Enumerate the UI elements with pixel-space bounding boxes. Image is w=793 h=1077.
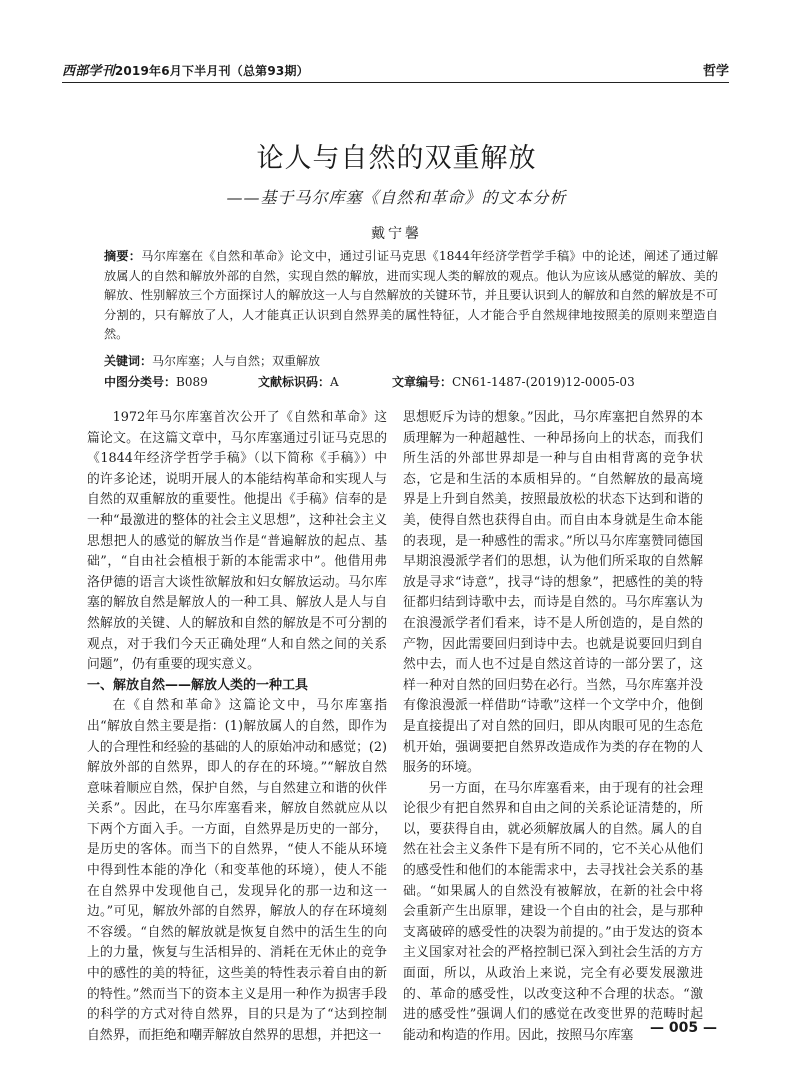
body-column-left (87, 408, 387, 1046)
running-header (62, 56, 729, 83)
doc-code-label: 文献标识码： (258, 375, 331, 389)
article-no-value: CN61-1487-(2019)12-0005-03 (452, 375, 635, 389)
journal-info (62, 60, 309, 79)
article-number (392, 373, 635, 390)
doc-code-value: A (330, 375, 339, 389)
body-column-right (403, 408, 703, 1046)
journal-issue: 2019年6月下半月刊（总第93期） (114, 64, 309, 78)
article-title: 论人与自然的双重解放 (256, 143, 537, 174)
article-author: 戴宁馨 (371, 226, 422, 242)
keywords-text: 马尔库塞；人与自然；双重解放 (152, 354, 321, 368)
clc-number (104, 373, 208, 390)
clc-value: B089 (176, 375, 208, 389)
paragraph: 在《自然和革命》这篇论文中，马尔库塞指出“解放自然主要是指：(1)解放属人的自然，即作为人的合理性和经验的基础的人的原始冲动和感觉；(2)解放外部的自然界，即人的存在的环境。”“解放自然意味着顺应自然，保护自然，与自然建立和谐的伙伴关系”。因此，在马尔库塞看来，解放自然就应从以下两个方面入手。一方面，自然界是历史的一部分，是历史的客体。而当下的自然界，“使人不能从环境中得到性本能的净化（和变革他的环境），使人不能在自然界中发现他自己，发现异化的那一边和这一边。”可见，解放外部的自然界，解放人的存在环境刻不容缓。“自然的解放就是恢复自然中的活生生的向上的力量，恢复与生活相异的、消耗在无休止的竞争中的感性的美的特征，这些美的特性表示着自由的新的特性。”然而当下的资本主义是用一种作为损害手段的科学的方式对待自然界，目的只是为了“达到控制自然界，而拒绝和嘲弄解放自然界的思想，并把这一 (87, 698, 387, 1043)
column-label: 哲学 (702, 64, 729, 79)
paragraph: 1972年马尔库塞首次公开了《自然和革命》这篇论文。在这篇文章中，马尔库塞通过引证马克思的《1844年经济学哲学手稿》（以下简称《手稿》）中的许多论述，说明开展人的本能结构革命和实现人与自然的双重解放的重要性。他提出《手稿》信奉的是一种“最激进的整体的社会主义思想”，这种社会主义思想把人的感觉的解放当作是“普遍解放的起点、基础”，“自由社会植根于新的本能需求中”。他借用弗洛伊德的语言大谈性欲解放和妇女解放运动。马尔库塞的解放自然是解放人的一种工具、解放人是人与自然解放的关键、人的解放和自然的解放是不可分割的观点，对于我们今天正确处理“人和自然之间的关系问题”，仍有重要的现实意义。 (87, 410, 387, 673)
paragraph: 另一方面，在马尔库塞看来，由于现有的社会理论很少有把自然界和自由之间的关系论证清楚的，所以，要获得自由，就必须解放属人的自然。属人的自然在社会主义条件下是有所不同的，它不关心从他们的感受性和他们的本能需求中，去寻找社会关系的基础。“如果属人的自然没有被解放，在新的社会中将会重新产生出原罪，建设一个自由的社会，是与那种支离破碎的感受性的决裂为前提的。”由于发达的资本主义国家对社会的严格控制已深入到社会生活的方方面面，所以，从政治上来说，完全有必要发展激进的、革命的感受性，以改变这种不合理的状态。“激进的感受性”强调人们的感觉在改变世界的范畴时起能动和构造的作用。因此，按照马尔库塞 (403, 780, 703, 1043)
keywords-label: 关键词： (104, 354, 153, 368)
keywords (104, 352, 320, 369)
paragraph: 思想贬斥为诗的想象。”因此，马尔库塞把自然界的本质理解为一种超越性、一种昂扬向上的状态，而我们所生活的外部世界却是一种与自由相背离的竞争状态，它是和生活的本质相异的。“自然解放的最高境界是上升到自然美，按照最放松的状态下达到和谐的美，使得自然也获得自由。而自由本身就是生命本能的表现，是一种感性的需求。”所以马尔库塞赞同德国早期浪漫派学者们的思想，认为他们所采取的自然解放是寻求“诗意”，找寻“诗的想象”，把感性的美的特征都归结到诗歌中去，而诗是自然的。马尔库塞认为在浪漫派学者们看来，诗不是人所创造的，是自然的产物，因此需要回归到诗中去。也就是说要回归到自然中去，而人也不过是自然这首诗的一部分罢了，这样一种对自然的回归势在必行。当然，马尔库塞并没有像浪漫派一样借助“诗歌”这样一个文学中介，他倒是直接提出了对自然的回归，即从肉眼可见的生态危机开始，强调要把自然界改造成作为类的存在物的人服务的环境。 (403, 410, 703, 776)
abstract-label: 摘要： (104, 249, 142, 263)
section-heading: 一、解放自然——解放人类的一种工具 (87, 677, 309, 693)
clc-label: 中图分类号： (104, 375, 177, 389)
article-no-label: 文章编号： (392, 375, 453, 389)
journal-name: 西部学刊 (62, 64, 115, 79)
page-number: — 005 — (650, 1020, 717, 1036)
document-code (258, 373, 339, 390)
article-subtitle: ——基于马尔库塞《自然和革命》的文本分析 (226, 188, 567, 207)
abstract-text: 马尔库塞在《自然和革命》论文中，通过引证马克思《1844年经济学哲学手稿》中的论述，阐述了通过解放属人的自然和解放外部的自然，实现自然的解放，进而实现人类的解放的观点。他认为应该从感觉的解放、美的解放、性别解放三个方面探讨人的解放这一人与自然解放的关键环节，并且要认识到人的解放和自然的解放是不可分割的，只有解放了人，人才能真正认识到自然界美的属性特征，人才能合乎自然规律地按照美的原则来塑造自然。 (104, 249, 719, 341)
abstract (104, 247, 718, 345)
